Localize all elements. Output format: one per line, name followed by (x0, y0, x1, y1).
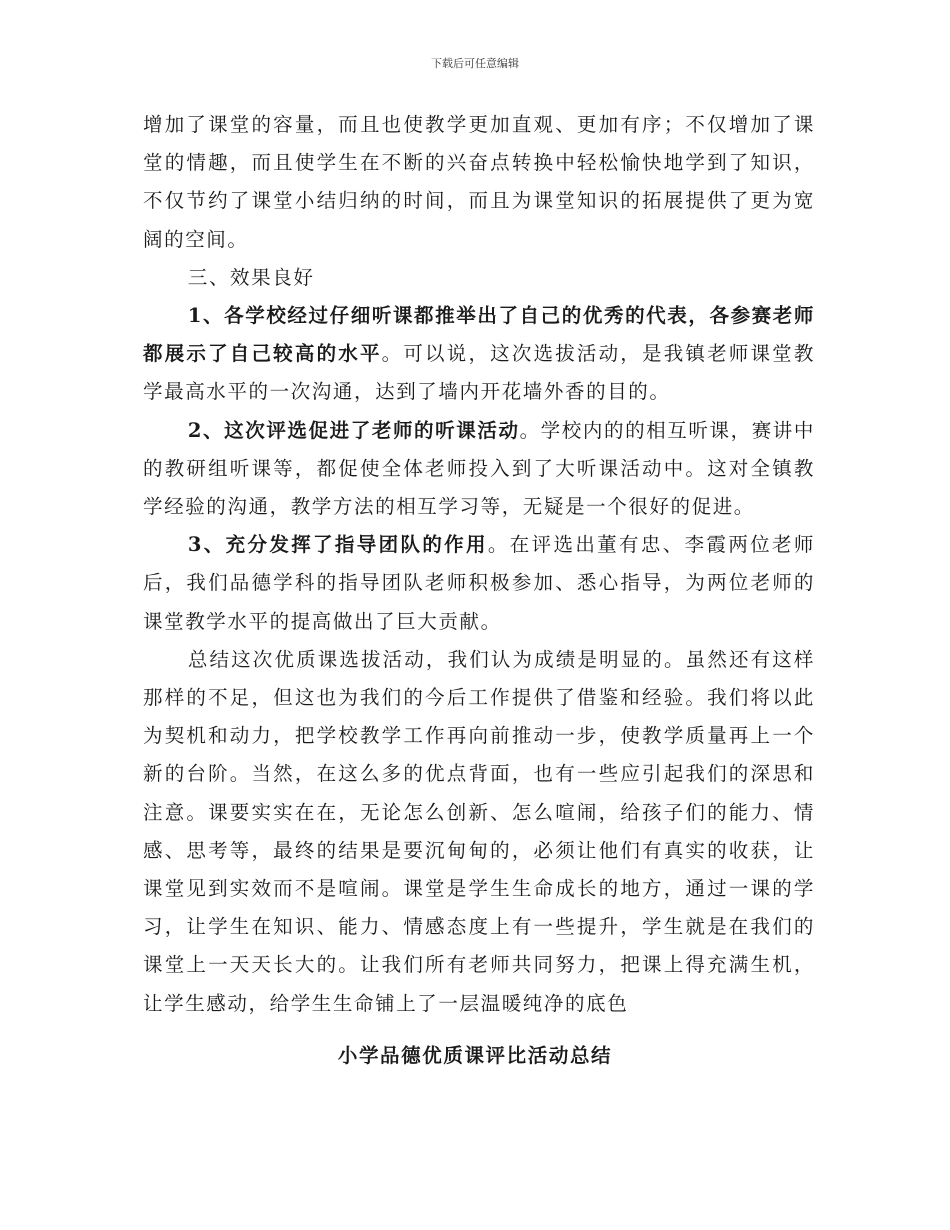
list-item-3-text: 。在评选出董有忠、李霞两位老师后，我们品德学科的指导团队老师积极参加、悉心指导，为两位老师的课堂教学水平的提高做出了巨大贡献。 (143, 533, 815, 633)
list-item-2-text: 。学校内的的相互听课，赛讲中的教研组听课等，都促使全体老师投入到了大听课活动中。这对全镇教学经验的沟通，教学方法的相互学习等，无疑是一个很好的促进。 (143, 418, 815, 519)
header-note: 下载后可任意编辑 (431, 57, 519, 70)
list-item-3 (143, 526, 815, 641)
list-item-1 (143, 297, 815, 412)
list-item-3-lead: 3、充分发挥了指导团队的作用 (187, 533, 488, 557)
list-item-2 (143, 412, 815, 527)
section-heading: 三、效果良好 (187, 265, 315, 289)
summary-paragraph: 总结这次优质课选拔活动，我们认为成绩是明显的。虽然还有这样那样的不足，但这也为我们的今后工作提供了借鉴和经验。我们将以此为契机和动力，把学校教学工作再向前推动一步，使教学质量再上一个新的台阶。当然，在这么多的优点背面，也有一些应引起我们的深思和注意。课要实实在在，无论怎么创新、怎么喧闹，给孩子们的能力、情感、思考等，最终的结果是要沉甸甸的，必须让他们有真实的收获，让课堂见到实效而不是喧闹。课堂是学生生命成长的地方，通过一课的学习，让学生在知识、能力、情感态度上有一些提升，学生就是在我们的课堂上一天天长大的。让我们所有老师共同努力，把课上得充满生机，让学生感动，给学生生命铺上了一层温暖纯净的底色 (143, 647, 815, 1015)
list-item-1-text: 。可以说，这次选拔活动，是我镇老师课堂教学最高水平的一次沟通，达到了墙内开花墙外香的目的。 (143, 342, 815, 404)
paragraph-continuation: 增加了课堂的容量，而且也使教学更加直观、更加有序；不仅增加了课堂的情趣，而且使学生在不断的兴奋点转换中轻松愉快地学到了知识，不仅节约了课堂小结归纳的时间，而且为课堂知识的拓展提供了更为宽阔的空间。 (143, 113, 815, 251)
closing-title: 小学品德优质课评比活动总结 (337, 1044, 613, 1067)
list-item-1-lead: 1、各学校经过仔细听课都推举出了自己的优秀的代表，各参赛老师都展示了自己较高的水平 (143, 304, 815, 366)
document-body (143, 106, 815, 1023)
list-item-2-lead: 2、这次评选促进了老师的听课活动 (187, 418, 520, 442)
